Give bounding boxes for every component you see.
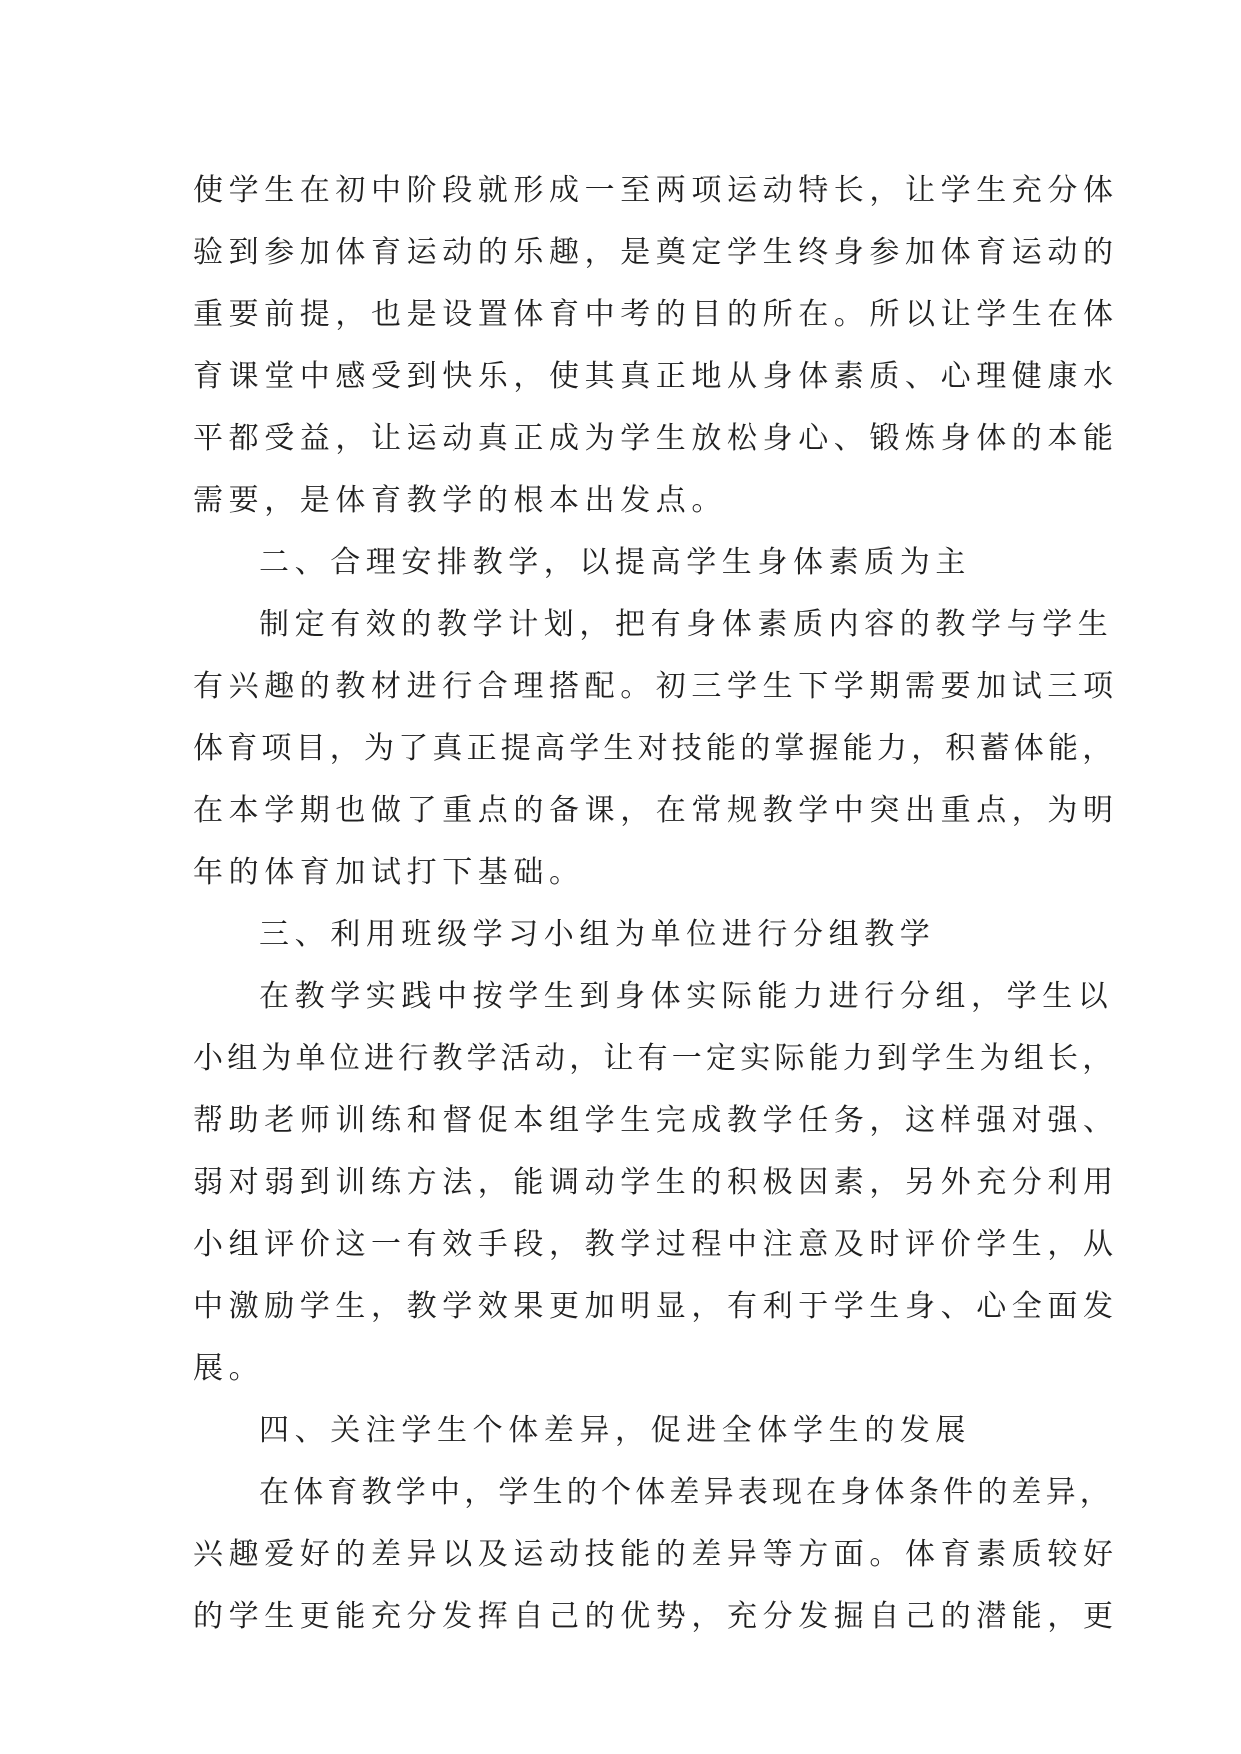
text-line: 的学生更能充分发挥自己的优势，充分发掘自己的潜能，更: [193, 1599, 1119, 1634]
section-heading-3: 三、利用班级学习小组为单位进行分组教学: [259, 917, 936, 952]
text-line: 平都受益，让运动真正成为学生放松身心、锻炼身体的本能: [193, 421, 1119, 456]
text-line: 小组为单位进行教学活动，让有一定实际能力到学生为组长，: [193, 1041, 1117, 1076]
text-line: 小组评价这一有效手段，教学过程中注意及时评价学生，从: [193, 1227, 1119, 1262]
text-line: 重要前提，也是设置体育中考的目的所在。所以让学生在体: [193, 297, 1119, 332]
text-line: 中激励学生，教学效果更加明显，有利于学生身、心全面发: [193, 1289, 1119, 1324]
text-line: 在教学实践中按学生到身体实际能力进行分组，学生以: [259, 979, 1114, 1014]
text-line: 年的体育加试打下基础。: [193, 855, 585, 890]
text-line: 验到参加体育运动的乐趣，是奠定学生终身参加体育运动的: [193, 235, 1119, 270]
text-line: 在体育教学中，学生的个体差异表现在身体条件的差异，: [259, 1475, 1114, 1510]
text-line: 需要，是体育教学的根本出发点。: [193, 483, 727, 518]
text-line: 育课堂中感受到快乐，使其真正地从身体素质、心理健康水: [193, 359, 1119, 394]
text-line: 使学生在初中阶段就形成一至两项运动特长，让学生充分体: [193, 173, 1119, 208]
text-line: 帮助老师训练和督促本组学生完成教学任务，这样强对强、: [193, 1103, 1119, 1138]
text-line: 弱对弱到训练方法，能调动学生的积极因素，另外充分利用: [193, 1165, 1119, 1200]
text-line: 兴趣爱好的差异以及运动技能的差异等方面。体育素质较好: [193, 1537, 1119, 1572]
section-heading-4: 四、关注学生个体差异，促进全体学生的发展: [259, 1413, 971, 1448]
section-heading-2: 二、合理安排教学，以提高学生身体素质为主: [259, 545, 971, 580]
text-line: 制定有效的教学计划，把有身体素质内容的教学与学生: [259, 607, 1114, 642]
text-line: 体育项目，为了真正提高学生对技能的掌握能力，积蓄体能，: [193, 731, 1117, 766]
text-line: 在本学期也做了重点的备课，在常规教学中突出重点，为明: [193, 793, 1119, 828]
text-line: 有兴趣的教材进行合理搭配。初三学生下学期需要加试三项: [193, 669, 1119, 704]
document-body: [193, 160, 1119, 1648]
text-line: 展。: [193, 1351, 265, 1386]
